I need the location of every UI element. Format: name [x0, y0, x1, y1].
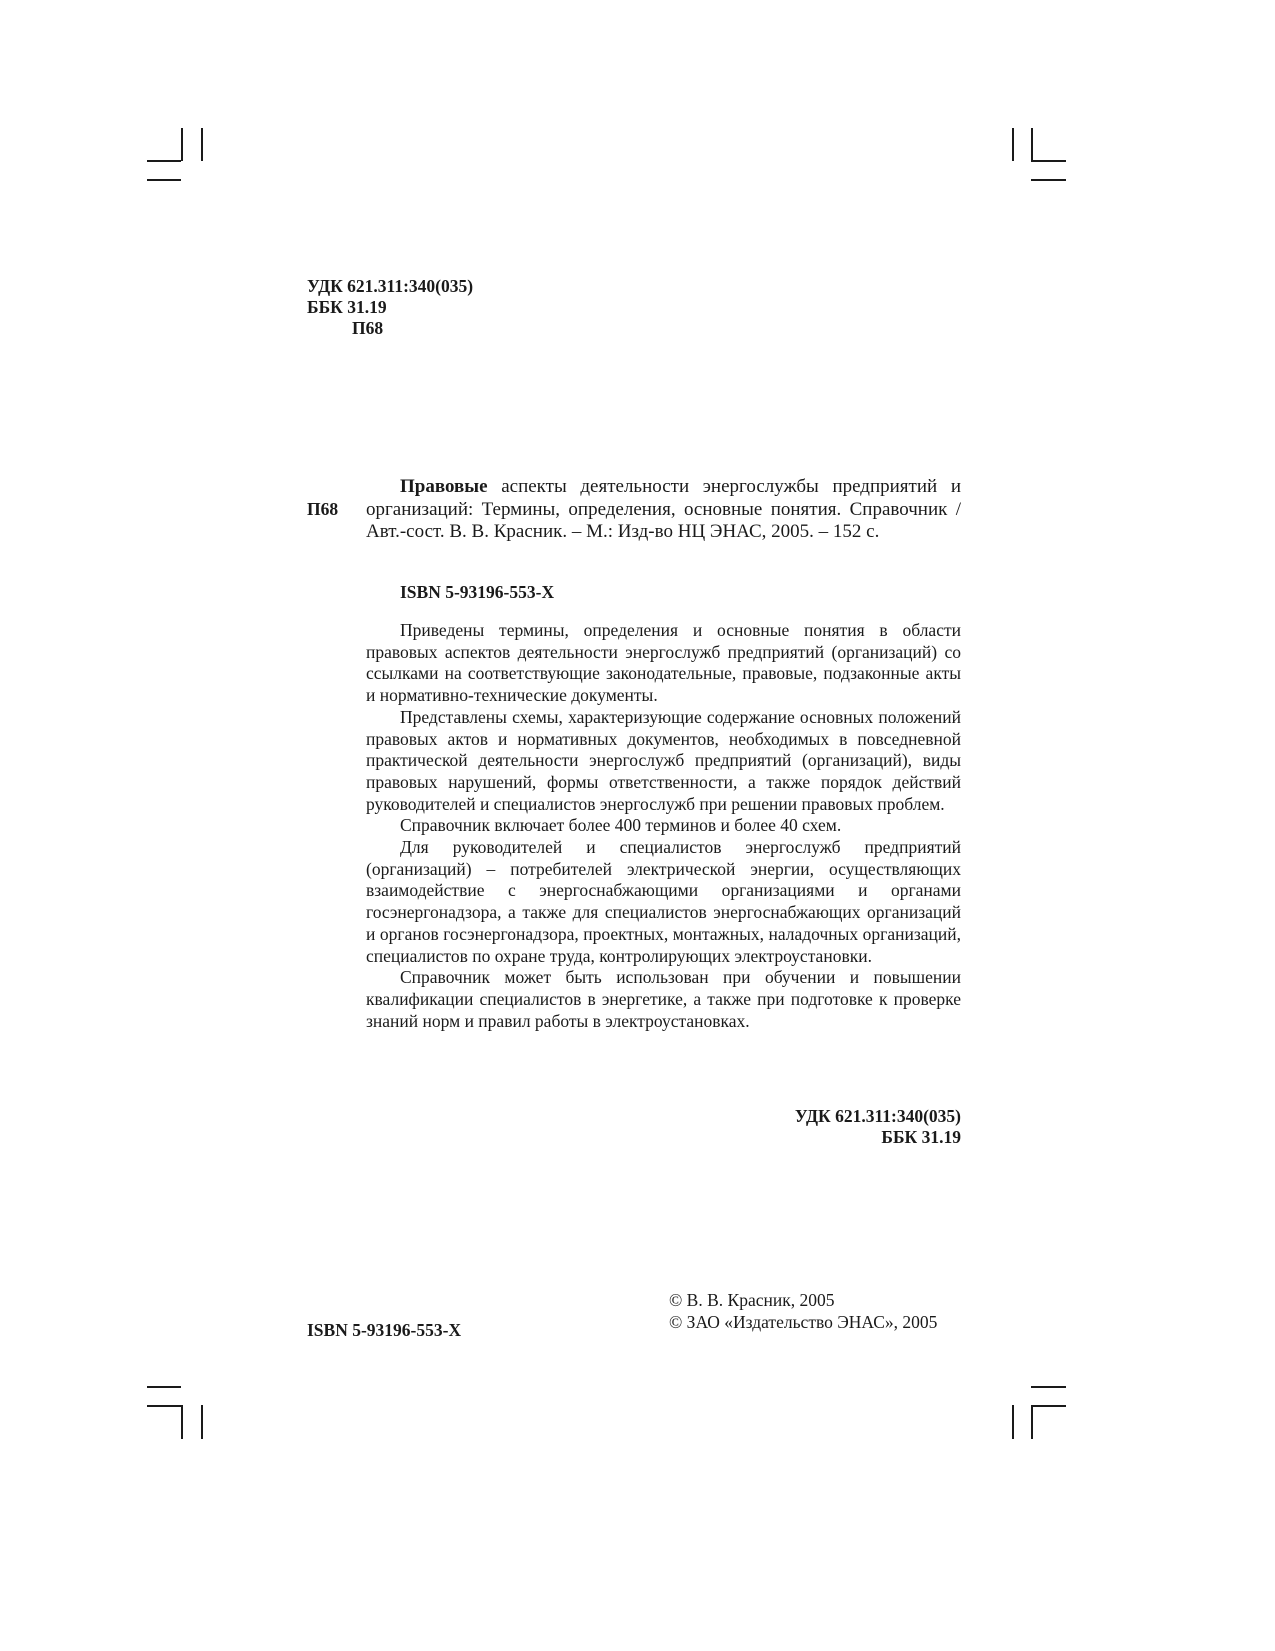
bibliographic-entry: [366, 476, 961, 544]
crop-mark: [201, 1405, 203, 1439]
bbk-code: ББК 31.19: [307, 297, 387, 317]
copyright-block: [669, 1289, 937, 1333]
classification-block-bottom: [700, 1106, 961, 1148]
crop-mark: [1012, 128, 1014, 161]
annotation-paragraph: Справочник включает более 400 терминов и более 40 схем.: [400, 815, 842, 836]
crop-mark: [147, 160, 181, 162]
bbk-code-bottom: ББК 31.19: [881, 1127, 961, 1147]
crop-mark: [201, 128, 203, 161]
udk-code: УДК 621.311:340(035): [307, 276, 474, 296]
copyright-author: © В. В. Красник, 2005: [669, 1290, 835, 1310]
udk-code-bottom: УДК 621.311:340(035): [794, 1106, 961, 1126]
classification-block-top: [307, 276, 473, 339]
bibliographic-author-sign: П68: [307, 499, 339, 519]
isbn-entry: ISBN 5-93196-553-X: [400, 582, 555, 602]
copyright-publisher: © ЗАО «Издательство ЭНАС», 2005: [669, 1312, 938, 1332]
crop-mark: [1031, 128, 1033, 161]
annotation-paragraph: Приведены термины, определения и основные понятия в области правовых аспектов деятельности энергослужб предприятий (организаций) со ссылками на соответствующие законодательные, правовые, подзаконные акты и нормативно-технические документы.: [366, 620, 961, 706]
crop-mark: [147, 1405, 181, 1407]
crop-mark: [181, 1405, 183, 1439]
annotation-paragraph: Представлены схемы, характеризующие содержание основных положений правовых актов и нормативных документов, необходимых в повседневной практической деятельности энергослужб предприятий (организаций), виды правовых нарушений, формы ответственности, а также порядок действий руководителей и специалистов энергослужб при решении правовых проблем.: [366, 706, 961, 814]
crop-mark: [1031, 1405, 1033, 1439]
annotation-paragraph: Для руководителей и специалистов энергослужб предприятий (организаций) – потребителей электрической энергии, осуществляющих взаимодействие с энергоснабжающими организациями и органами госэнергонадзора, а также для специалистов энергоснабжающих организаций и органов госэнергонадзора, проектных, монтажных, наладочных организаций, специалистов по охране труда, контролирующих электроустановки.: [366, 837, 961, 966]
crop-mark: [1012, 1405, 1014, 1439]
crop-mark: [1031, 179, 1066, 181]
annotation-paragraph: Справочник может быть использован при обучении и повышении квалификации специалистов в энергетике, а также при подготовке к проверке знаний норм и правил работы в электроустановках.: [366, 967, 961, 1031]
crop-mark: [181, 128, 183, 161]
crop-mark: [1031, 1386, 1066, 1388]
crop-mark: [147, 179, 181, 181]
crop-mark: [147, 1386, 181, 1388]
annotation: [366, 620, 961, 1032]
bibliographic-description: аспекты деятельности энергослужбы предприятий и организаций: Термины, определения, основные понятия. Справочник / Авт.-сост. В. В. Красник. – М.: Изд-во НЦ ЭНАС, 2005. – 152 с.: [366, 476, 961, 542]
crop-mark: [1031, 160, 1066, 162]
author-sign: П68: [352, 318, 384, 338]
crop-mark: [1031, 1405, 1066, 1407]
title-bold-word: Правовые: [400, 476, 488, 497]
isbn-footer: ISBN 5-93196-553-X: [307, 1320, 462, 1340]
